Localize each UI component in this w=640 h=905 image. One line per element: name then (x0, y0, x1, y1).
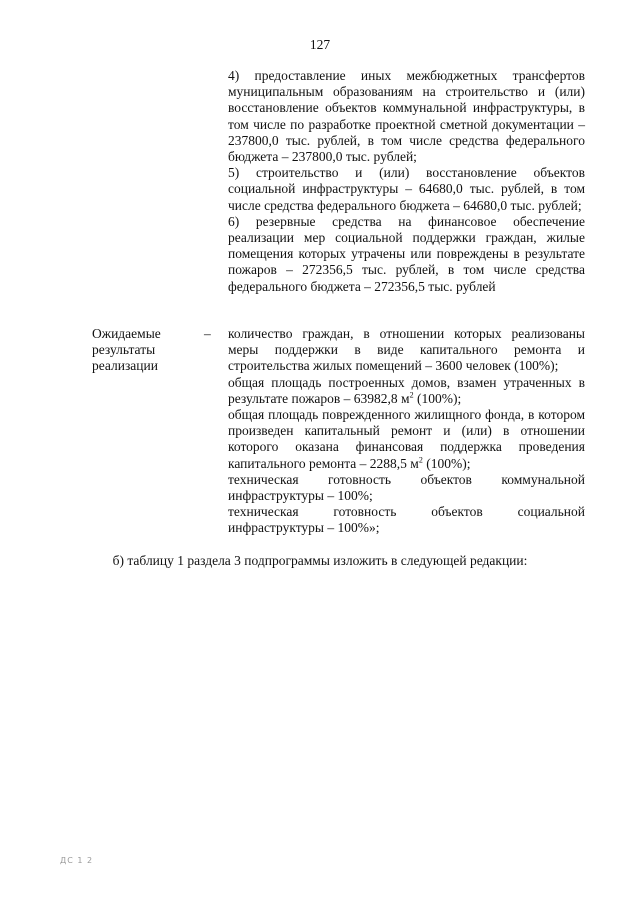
result-item-text: общая площадь поврежденного жилищного фонда, в котором произведен капитальный ремонт и (или) в отношении которого оказана финансовая поддержка проведения капитального ремонта – 2288,5 м (228, 407, 585, 471)
label-line: Ожидаемые (92, 326, 161, 341)
label-line: реализации (92, 358, 158, 374)
page-number: 127 (309, 37, 331, 52)
expected-results-label (92, 326, 192, 375)
funding-item-6: 6) резервные средства на финансовое обеспечение реализации мер социальной поддержки граждан, жилые помещения которых утрачены или повреждены в результате пожаров – 272356,5 тыс. рублей, в том числе средства федерального бюджета – 272356,5 тыс. рублей (228, 213, 585, 294)
closing-instruction: б) таблицу 1 раздела 3 подпрограммы изложить в следующей редакции: (112, 553, 528, 568)
result-item: техническая готовность объектов коммунальной инфраструктуры – 100%; (228, 471, 585, 504)
funding-item-5: 5) строительство и (или) восстановление объектов социальной инфраструктуры – 64680,0 тыс. рублей, в том числе средства федерального бюджета – 64680,0 тыс. рублей; (228, 165, 585, 213)
result-item (228, 375, 585, 407)
result-item: количество граждан, в отношении которых реализованы меры поддержки в виде капитального ремонта и строительства жилых помещений – 3600 человек (100%); (228, 326, 585, 374)
result-item-text: общая площадь построенных домов, взамен утраченных в результате пожаров – 63982,8 м (228, 374, 585, 406)
result-item-text: (100%); (413, 390, 462, 406)
funding-item-4: 4) предоставление иных межбюджетных трансфертов муниципальным образованиям на строительство и (или) восстановление объектов коммунальной инфраструктуры, в том числе по разработке проектной сметной документации – 237800,0 тыс. рублей, в том числе средства федерального бюджета – 237800,0 тыс. рублей; (228, 68, 585, 165)
superscript: 2 (418, 455, 423, 465)
separator-dash: – (204, 326, 211, 341)
superscript: 2 (409, 390, 414, 400)
expected-results-text (228, 326, 585, 537)
result-item (228, 407, 585, 472)
label-line: результаты (92, 342, 156, 358)
result-item: техническая готовность объектов социальной инфраструктуры – 100%»; (228, 504, 585, 536)
funding-items (228, 68, 585, 295)
result-item-text: (100%); (422, 455, 471, 471)
corner-mark: ДС 1 2 (60, 856, 94, 865)
